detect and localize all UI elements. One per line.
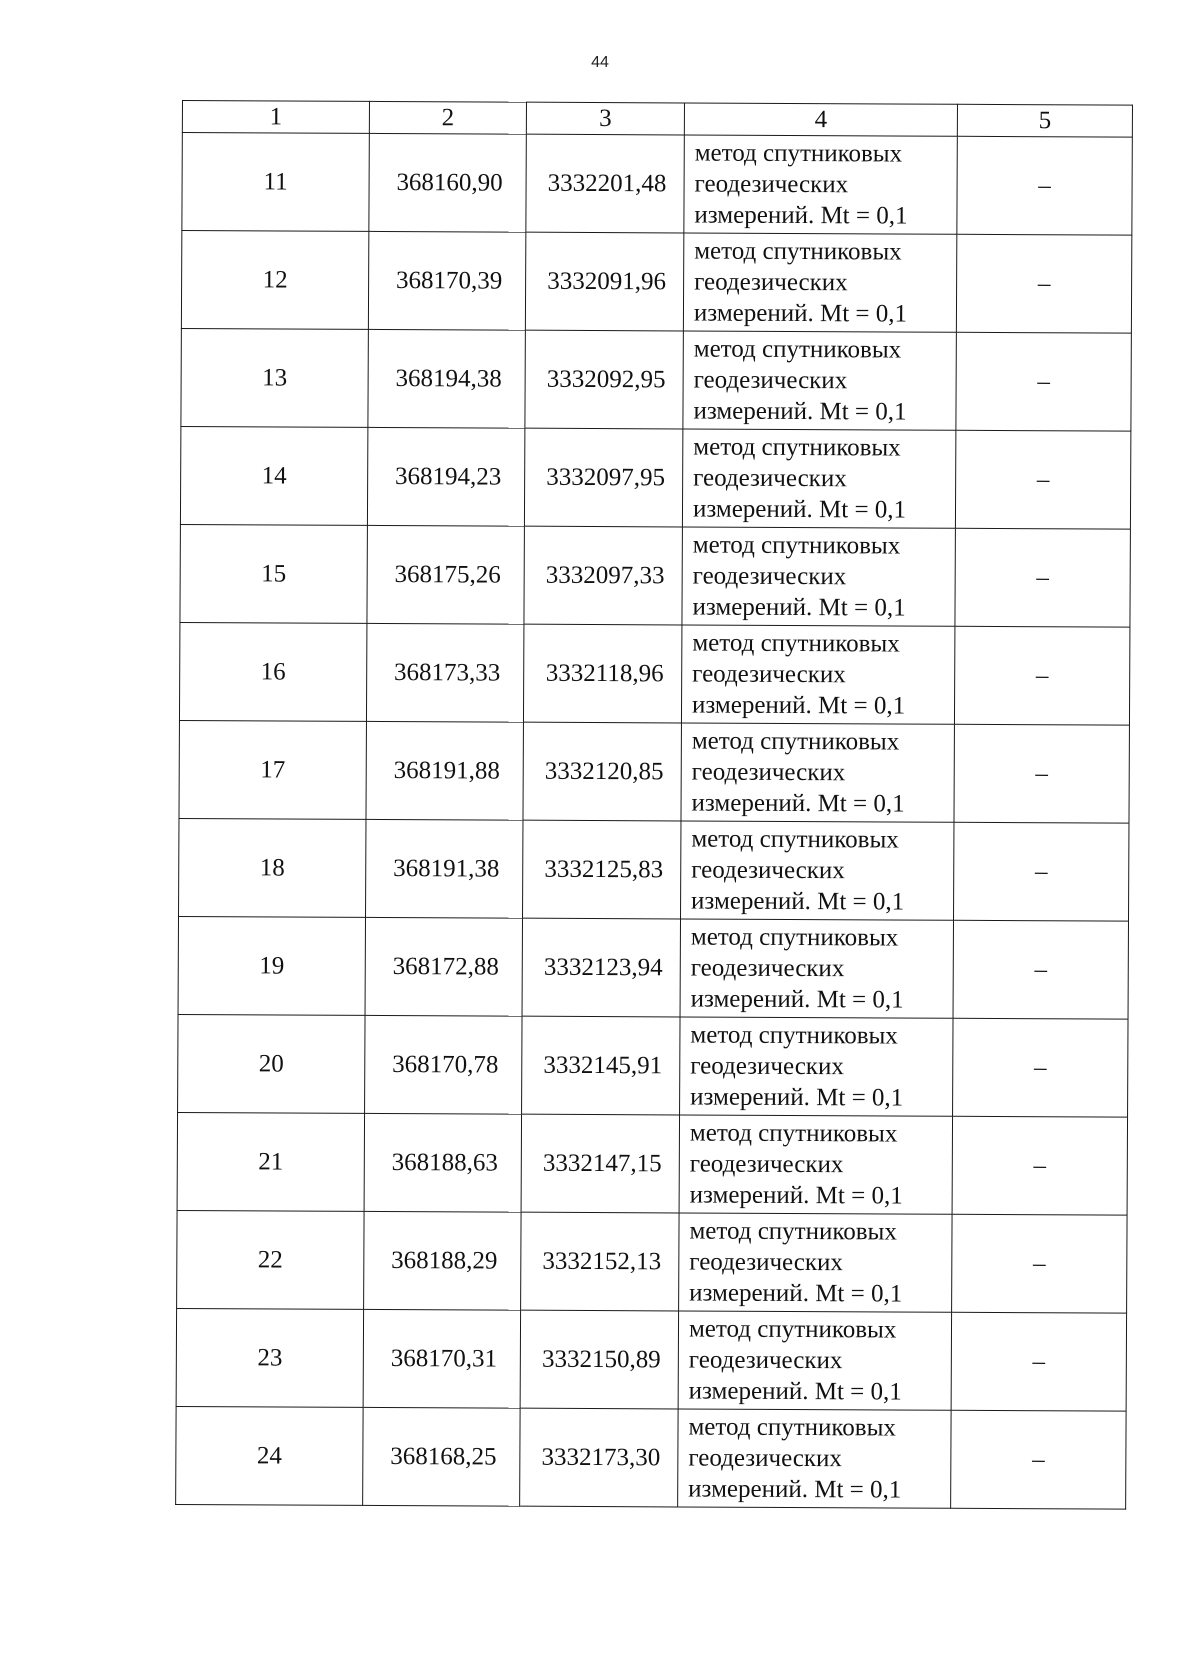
method-line: метод спутниковых (694, 237, 902, 266)
method-line: измерений. Mt = 0,1 (691, 691, 906, 720)
method-description (680, 1017, 953, 1116)
method-line: измерений. Mt = 0,1 (690, 1083, 904, 1112)
method-line: метод спутниковых (693, 335, 902, 364)
method-line: метод спутниковых (690, 923, 899, 952)
coordinate-y: 3332147,15 (521, 1114, 679, 1213)
method-description (681, 723, 954, 822)
method-line: метод спутниковых (688, 1315, 897, 1344)
point-number: 17 (179, 720, 366, 819)
method-description (682, 429, 955, 528)
method-line: измерений. Mt = 0,1 (693, 299, 908, 328)
coordinate-x: 368191,38 (366, 819, 523, 918)
table-row (180, 426, 1130, 529)
method-line: измерений. Mt = 0,1 (689, 1181, 903, 1210)
coordinate-y: 3332092,95 (525, 330, 683, 429)
point-number: 21 (177, 1112, 364, 1211)
note-dash: – (953, 920, 1128, 1019)
coordinate-y: 3332118,96 (523, 624, 681, 723)
coordinate-y: 3332097,33 (524, 526, 682, 625)
point-number: 22 (177, 1210, 364, 1309)
coordinate-y: 3332145,91 (522, 1016, 680, 1115)
table-row (177, 1112, 1127, 1215)
coordinate-x: 368160,90 (369, 133, 526, 232)
method-line: геодезических (692, 660, 846, 689)
note-dash: – (952, 1214, 1127, 1313)
note-dash: – (957, 136, 1132, 235)
method-line: измерений. Mt = 0,1 (691, 887, 905, 916)
method-line: геодезических (691, 758, 846, 787)
point-number: 18 (179, 818, 366, 917)
method-line: геодезических (693, 366, 848, 395)
method-line: метод спутниковых (688, 1413, 896, 1442)
method-line: метод спутниковых (692, 629, 900, 658)
coordinate-y: 3332125,83 (523, 820, 681, 919)
method-line: геодезических (690, 954, 845, 983)
coordinate-y: 3332152,13 (521, 1212, 679, 1311)
point-number: 16 (179, 622, 366, 721)
method-line: измерений. Mt = 0,1 (692, 593, 906, 622)
note-dash: – (955, 528, 1130, 627)
method-line: метод спутниковых (690, 1021, 898, 1050)
method-description (683, 331, 956, 430)
method-description (678, 1311, 951, 1410)
point-number: 23 (176, 1308, 363, 1407)
method-description (679, 1115, 952, 1214)
note-dash: – (951, 1410, 1126, 1509)
method-line: метод спутниковых (689, 1217, 897, 1246)
method-line: метод спутниковых (691, 825, 899, 854)
method-line: измерений. Mt = 0,1 (691, 789, 905, 818)
header-col-5: 5 (957, 104, 1132, 137)
coordinate-x: 368170,78 (365, 1015, 522, 1114)
method-line: геодезических (689, 1248, 843, 1277)
point-number: 20 (178, 1014, 365, 1113)
table-row (176, 1406, 1126, 1509)
method-line: геодезических (694, 170, 849, 199)
coordinates-table (175, 100, 1133, 1510)
note-dash: – (951, 1312, 1126, 1411)
method-line: измерений. Mt = 0,1 (694, 201, 908, 230)
coordinate-y: 3332173,30 (520, 1408, 678, 1507)
method-line: измерений. Mt = 0,1 (688, 1377, 902, 1406)
point-number: 15 (180, 524, 367, 623)
table-row (179, 720, 1129, 823)
table-header (182, 101, 1132, 138)
method-line: измерений. Mt = 0,1 (689, 1279, 903, 1308)
method-description (684, 135, 957, 234)
table-row (180, 524, 1130, 627)
coordinate-x: 368188,63 (364, 1113, 521, 1212)
note-dash: – (956, 332, 1131, 431)
method-line: геодезических (690, 1052, 844, 1081)
coordinate-x: 368175,26 (367, 525, 524, 624)
method-description (678, 1409, 951, 1508)
coordinate-x: 368194,23 (367, 427, 524, 526)
table-row (177, 1210, 1127, 1313)
note-dash: – (953, 1018, 1128, 1117)
note-dash: – (954, 822, 1129, 921)
method-line: метод спутниковых (694, 139, 903, 168)
method-line: измерений. Mt = 0,1 (688, 1475, 902, 1504)
table-row (179, 818, 1129, 921)
method-line: геодезических (689, 1150, 844, 1179)
note-dash: – (956, 234, 1131, 333)
method-description (683, 233, 956, 332)
point-number: 14 (180, 426, 367, 525)
method-description (682, 527, 955, 626)
page-number: 44 (591, 54, 609, 71)
coordinate-x: 368170,31 (363, 1309, 520, 1408)
table-row (178, 1014, 1128, 1117)
note-dash: – (954, 724, 1129, 823)
header-col-1: 1 (182, 101, 369, 134)
coordinate-y: 3332091,96 (525, 232, 683, 331)
method-description (679, 1213, 952, 1312)
header-col-2: 2 (369, 101, 526, 134)
method-description (680, 919, 953, 1018)
header-row (182, 101, 1132, 138)
point-number: 24 (176, 1406, 363, 1505)
coordinate-y: 3332201,48 (526, 134, 684, 233)
method-line: измерений. Mt = 0,1 (690, 985, 904, 1014)
point-number: 19 (178, 916, 365, 1015)
method-line: геодезических (691, 856, 845, 885)
method-line: геодезических (688, 1444, 843, 1473)
header-col-3: 3 (526, 102, 684, 135)
method-line: метод спутниковых (693, 433, 901, 462)
note-dash: – (955, 430, 1130, 529)
point-number: 13 (181, 328, 368, 427)
coordinate-x: 368170,39 (368, 231, 525, 330)
table-row (178, 916, 1128, 1019)
coordinate-x: 368191,88 (366, 721, 523, 820)
coordinate-x: 368194,38 (368, 329, 525, 428)
method-line: метод спутниковых (689, 1119, 898, 1148)
method-description (681, 821, 954, 920)
point-number: 12 (181, 231, 368, 330)
note-dash: – (954, 626, 1129, 725)
coordinate-y: 3332120,85 (523, 722, 681, 821)
coordinate-y: 3332097,95 (524, 428, 682, 527)
method-line: измерений. Mt = 0,1 (693, 397, 907, 426)
coordinate-x: 368172,88 (365, 917, 522, 1016)
method-line: геодезических (693, 464, 847, 493)
table-row (179, 622, 1129, 725)
method-line: метод спутниковых (691, 727, 900, 756)
table-body (176, 133, 1133, 1510)
note-dash: – (952, 1116, 1127, 1215)
method-line: геодезических (692, 562, 847, 591)
method-description (681, 625, 954, 724)
table-row (181, 328, 1131, 431)
table-row (181, 231, 1131, 334)
table-row (182, 133, 1132, 236)
method-line: геодезических (694, 268, 848, 297)
method-line: измерений. Mt = 0,1 (692, 495, 907, 524)
coordinate-y: 3332123,94 (522, 918, 680, 1017)
coordinate-x: 368168,25 (363, 1407, 520, 1506)
method-line: геодезических (688, 1346, 843, 1375)
method-line: метод спутниковых (692, 531, 901, 560)
header-col-4: 4 (684, 103, 957, 136)
coordinate-y: 3332150,89 (520, 1310, 678, 1409)
table-row (176, 1308, 1126, 1411)
coordinate-x: 368173,33 (366, 623, 523, 722)
coordinate-x: 368188,29 (364, 1211, 521, 1310)
point-number: 11 (182, 133, 369, 232)
